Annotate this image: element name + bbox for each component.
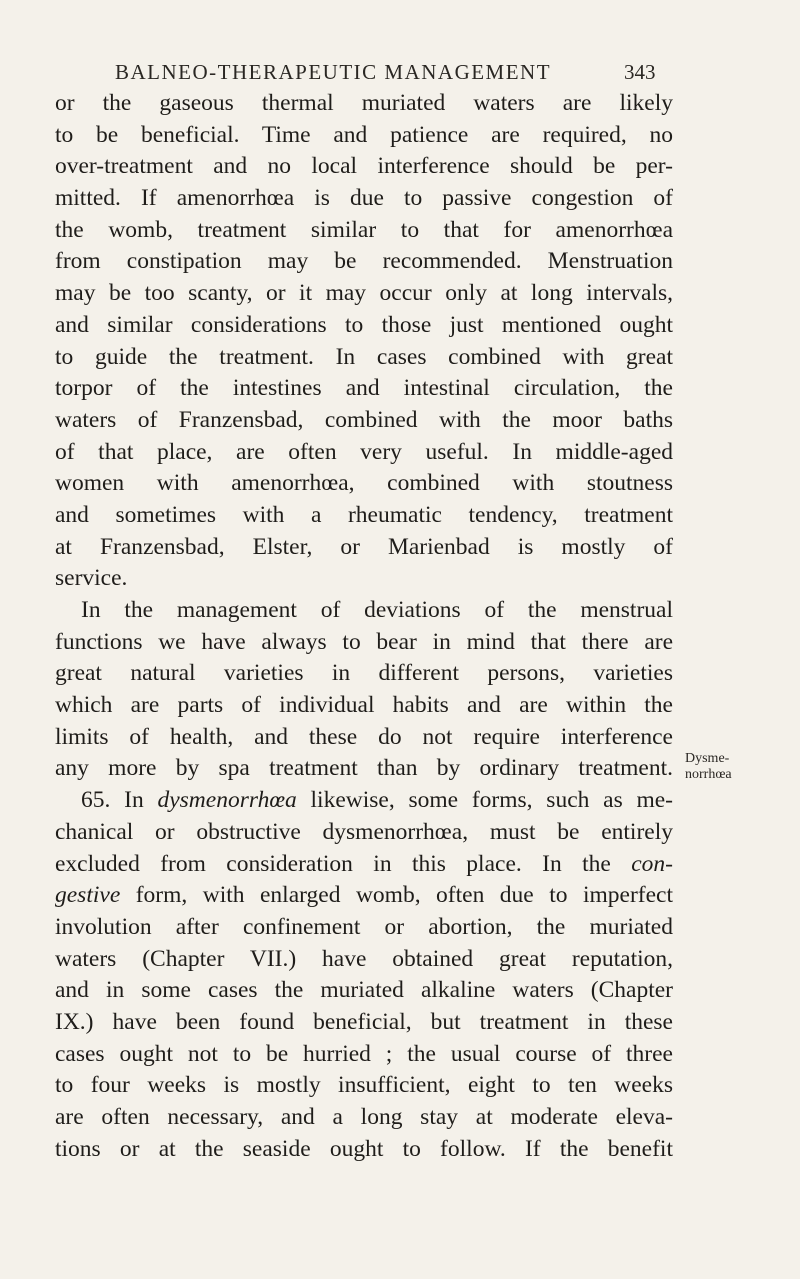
text-segment: likewise, some forms, such as me- — [296, 787, 674, 814]
italic-term-congestive-part1: con- — [631, 850, 673, 877]
text-line: IX.) have been found beneficial, but treatment in these — [55, 1008, 673, 1035]
text-line: any more by spa treatment than by ordinary treatment. — [55, 755, 673, 782]
text-line: or the gaseous thermal muriated waters are likely — [55, 90, 673, 116]
text-line: and similar considerations to those just mentioned ought — [55, 311, 673, 338]
text-line: great natural varieties in different persons, varieties — [55, 660, 673, 687]
paragraph-number: 65. In — [81, 787, 158, 814]
text-line: waters of Franzensbad, combined with the moor baths — [55, 406, 673, 433]
margin-note-line: Dysme- — [685, 751, 730, 766]
text-line: chanical or obstructive dysmenorrhœa, must be entirely — [55, 818, 673, 845]
margin-note-line: norrhœa — [685, 767, 732, 782]
text-line — [55, 849, 673, 881]
text-line: In the management of deviations of the menstrual — [81, 597, 673, 623]
text-line — [55, 880, 673, 912]
text-line: cases ought not to be hurried ; the usual course of three — [55, 1040, 673, 1067]
body-text — [55, 88, 673, 1165]
text-line: functions we have always to bear in mind that there are — [55, 628, 673, 655]
text-line: limits of health, and these do not require interference — [55, 723, 673, 750]
text-line: waters (Chapter VII.) have obtained great reputation, — [55, 945, 673, 972]
text-line: of that place, are often very useful. In middle-aged — [55, 438, 673, 465]
text-line: and in some cases the muriated alkaline waters (Chapter — [55, 977, 673, 1004]
margin-note — [685, 751, 785, 783]
text-segment: excluded from consideration in this place. In the — [55, 850, 632, 877]
page-number: 343 — [624, 60, 656, 84]
italic-term-dysmenorrhoea: dysmenorrhœa — [157, 787, 297, 814]
text-line: mitted. If amenorrhœa is due to passive congestion of — [55, 185, 673, 212]
italic-term-congestive-part2: gestive — [55, 882, 121, 909]
text-line: to guide the treatment. In cases combined with great — [55, 343, 673, 370]
text-line: women with amenorrhœa, combined with stoutness — [55, 470, 673, 497]
text-line: to be beneficial. Time and patience are required, no — [55, 121, 673, 148]
text-line: the womb, treatment similar to that for amenorrhœa — [55, 216, 673, 243]
text-line: at Franzensbad, Elster, or Marienbad is mostly of — [55, 533, 673, 560]
text-line: tions or at the seaside ought to follow. If the benefit — [55, 1135, 673, 1162]
text-segment: form, with enlarged womb, often due to imperfect — [120, 882, 673, 909]
text-line: torpor of the intestines and intestinal circulation, the — [55, 375, 673, 402]
text-line: and sometimes with a rheumatic tendency, treatment — [55, 501, 673, 528]
text-line-para-65 — [55, 785, 673, 817]
text-line: over-treatment and no local interference should be per- — [55, 153, 673, 180]
text-line: are often necessary, and a long stay at moderate eleva- — [55, 1104, 673, 1130]
text-line: involution after confinement or abortion, the muriated — [55, 913, 673, 940]
running-title: BALNEO-THERAPEUTIC MANAGEMENT — [115, 60, 552, 84]
text-line: to four weeks is mostly insufficient, eight to ten weeks — [55, 1072, 673, 1099]
text-line: from constipation may be recommended. Menstruation — [55, 248, 673, 275]
text-line: which are parts of individual habits and are within the — [55, 692, 673, 719]
text-line: service. — [55, 565, 128, 592]
text-line: may be too scanty, or it may occur only at long intervals, — [55, 280, 673, 307]
